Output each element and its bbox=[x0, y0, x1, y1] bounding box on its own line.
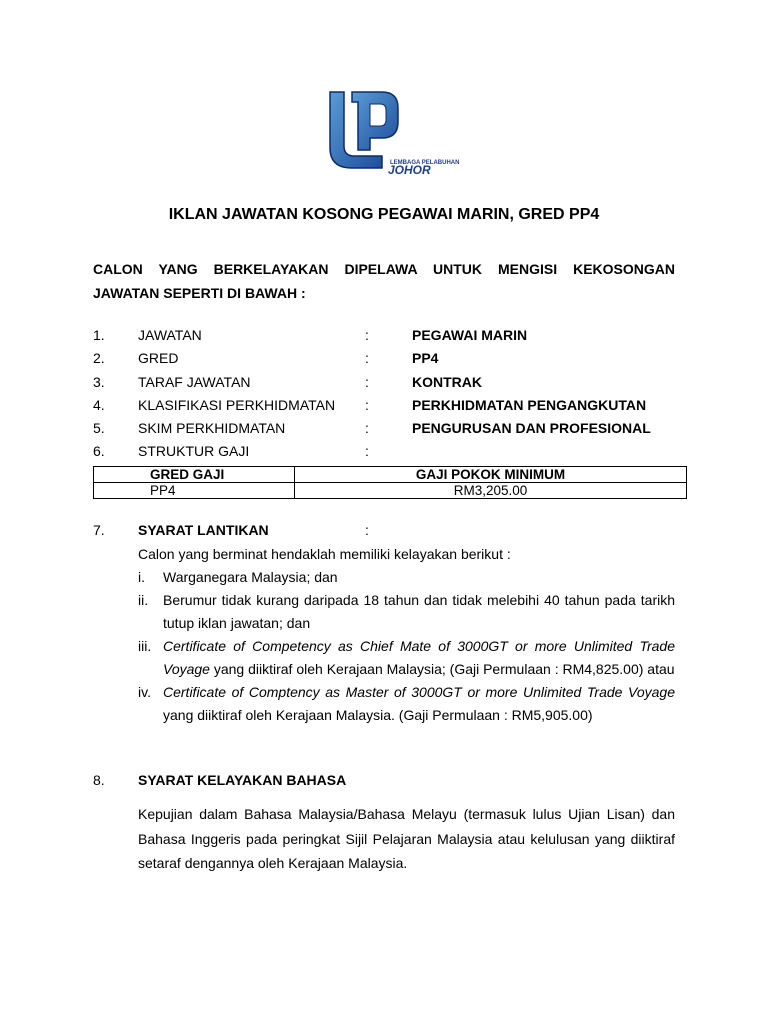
field-colon: : bbox=[365, 397, 369, 413]
field-label: SKIM PERKHIDMATAN bbox=[138, 420, 286, 436]
field-colon: : bbox=[365, 327, 369, 343]
field-row bbox=[93, 394, 693, 416]
table-header-cell: GRED GAJI bbox=[94, 467, 295, 483]
field-row bbox=[93, 417, 693, 439]
field-value: KONTRAK bbox=[412, 374, 482, 390]
list-item-text bbox=[163, 658, 675, 681]
field-label: KLASIFIKASI PERKHIDMATAN bbox=[138, 397, 336, 413]
section-number: 8. bbox=[93, 772, 105, 788]
list-item-italic: Certificate of Comptency as Master of 3000GT or more Unlimited Trade Voyage bbox=[163, 684, 675, 700]
intro-line-1: CALON YANG BERKELAYAKAN DIPELAWA UNTUK MENGISI KEKOSONGAN bbox=[93, 261, 675, 277]
field-number: 6. bbox=[93, 443, 105, 459]
organization-logo bbox=[322, 88, 460, 178]
field-label: GRED bbox=[138, 350, 179, 366]
field-value: PERKHIDMATAN PENGANGKUTAN bbox=[412, 397, 647, 413]
field-number: 1. bbox=[93, 327, 105, 343]
field-value: PEGAWAI MARIN bbox=[412, 327, 528, 343]
svg-text:JOHOR: JOHOR bbox=[388, 163, 431, 177]
list-item-text: Warganegara Malaysia; dan bbox=[163, 569, 338, 585]
field-label: JAWATAN bbox=[138, 327, 202, 343]
list-item-italic: Voyage bbox=[163, 661, 210, 677]
field-value: PENGURUSAN DAN PROFESIONAL bbox=[412, 420, 651, 436]
field-number: 2. bbox=[93, 350, 105, 366]
table-row bbox=[94, 483, 687, 499]
list-item-text: tutup iklan jawatan; dan bbox=[163, 615, 311, 631]
table-cell: PP4 bbox=[94, 483, 295, 499]
intro-line-2: JAWATAN SEPERTI DI BAWAH : bbox=[93, 285, 306, 301]
svg-text:LEMBAGA PELABUHAN: LEMBAGA PELABUHAN bbox=[390, 160, 460, 166]
section-number: 7. bbox=[93, 522, 105, 538]
list-marker: iv. bbox=[138, 684, 151, 700]
field-number: 5. bbox=[93, 420, 105, 436]
field-number: 3. bbox=[93, 374, 105, 390]
list-marker: iii. bbox=[138, 638, 152, 654]
section-7-intro: Calon yang berminat hendaklah memiliki kelayakan berikut : bbox=[138, 546, 511, 562]
field-row bbox=[93, 440, 693, 462]
section-colon: : bbox=[365, 522, 369, 538]
field-colon: : bbox=[365, 374, 369, 390]
section-label: SYARAT KELAYAKAN BAHASA bbox=[138, 772, 347, 788]
list-marker: i. bbox=[138, 569, 145, 585]
list-item-rest: yang diiktiraf oleh Kerajaan Malaysia; (Gaji Permulaan : RM4,825.00) atau bbox=[209, 661, 675, 677]
table-header-cell: GAJI POKOK MINIMUM bbox=[295, 467, 687, 483]
field-colon: : bbox=[365, 420, 369, 436]
list-item-text bbox=[163, 681, 675, 704]
field-colon: : bbox=[365, 443, 369, 459]
table-cell: RM3,205.00 bbox=[295, 483, 687, 499]
field-label: STRUKTUR GAJI bbox=[138, 443, 250, 459]
field-row bbox=[93, 347, 693, 369]
field-value: PP4 bbox=[412, 350, 439, 366]
salary-table bbox=[93, 466, 687, 499]
list-item-text bbox=[163, 635, 675, 658]
list-item-text: Berumur tidak kurang daripada 18 tahun dan tidak melebihi 40 tahun pada tarikh bbox=[163, 592, 675, 608]
table-header-row bbox=[94, 467, 687, 483]
list-marker: ii. bbox=[138, 592, 149, 608]
section-8-paragraph: Kepujian dalam Bahasa Malaysia/Bahasa Melayu (termasuk lulus Ujian Lisan) dan Bahasa Inggeris pada peringkat Sijil Pelajaran Malaysia atau kelulusan yang diiktiraf setaraf dengannya oleh Kerajaan Malaysia. bbox=[138, 806, 675, 871]
list-item-italic: Certificate of Competency as Chief Mate of 3000GT or more Unlimited Trade bbox=[163, 638, 675, 654]
field-row bbox=[93, 371, 693, 393]
field-label: TARAF JAWATAN bbox=[138, 374, 251, 390]
list-item-text: yang diiktiraf oleh Kerajaan Malaysia. (Gaji Permulaan : RM5,905.00) bbox=[163, 707, 593, 723]
field-number: 4. bbox=[93, 397, 105, 413]
field-row bbox=[93, 324, 693, 346]
section-label: SYARAT LANTIKAN bbox=[138, 522, 269, 538]
page-title: IKLAN JAWATAN KOSONG PEGAWAI MARIN, GRED PP4 bbox=[168, 206, 600, 223]
field-colon: : bbox=[365, 350, 369, 366]
